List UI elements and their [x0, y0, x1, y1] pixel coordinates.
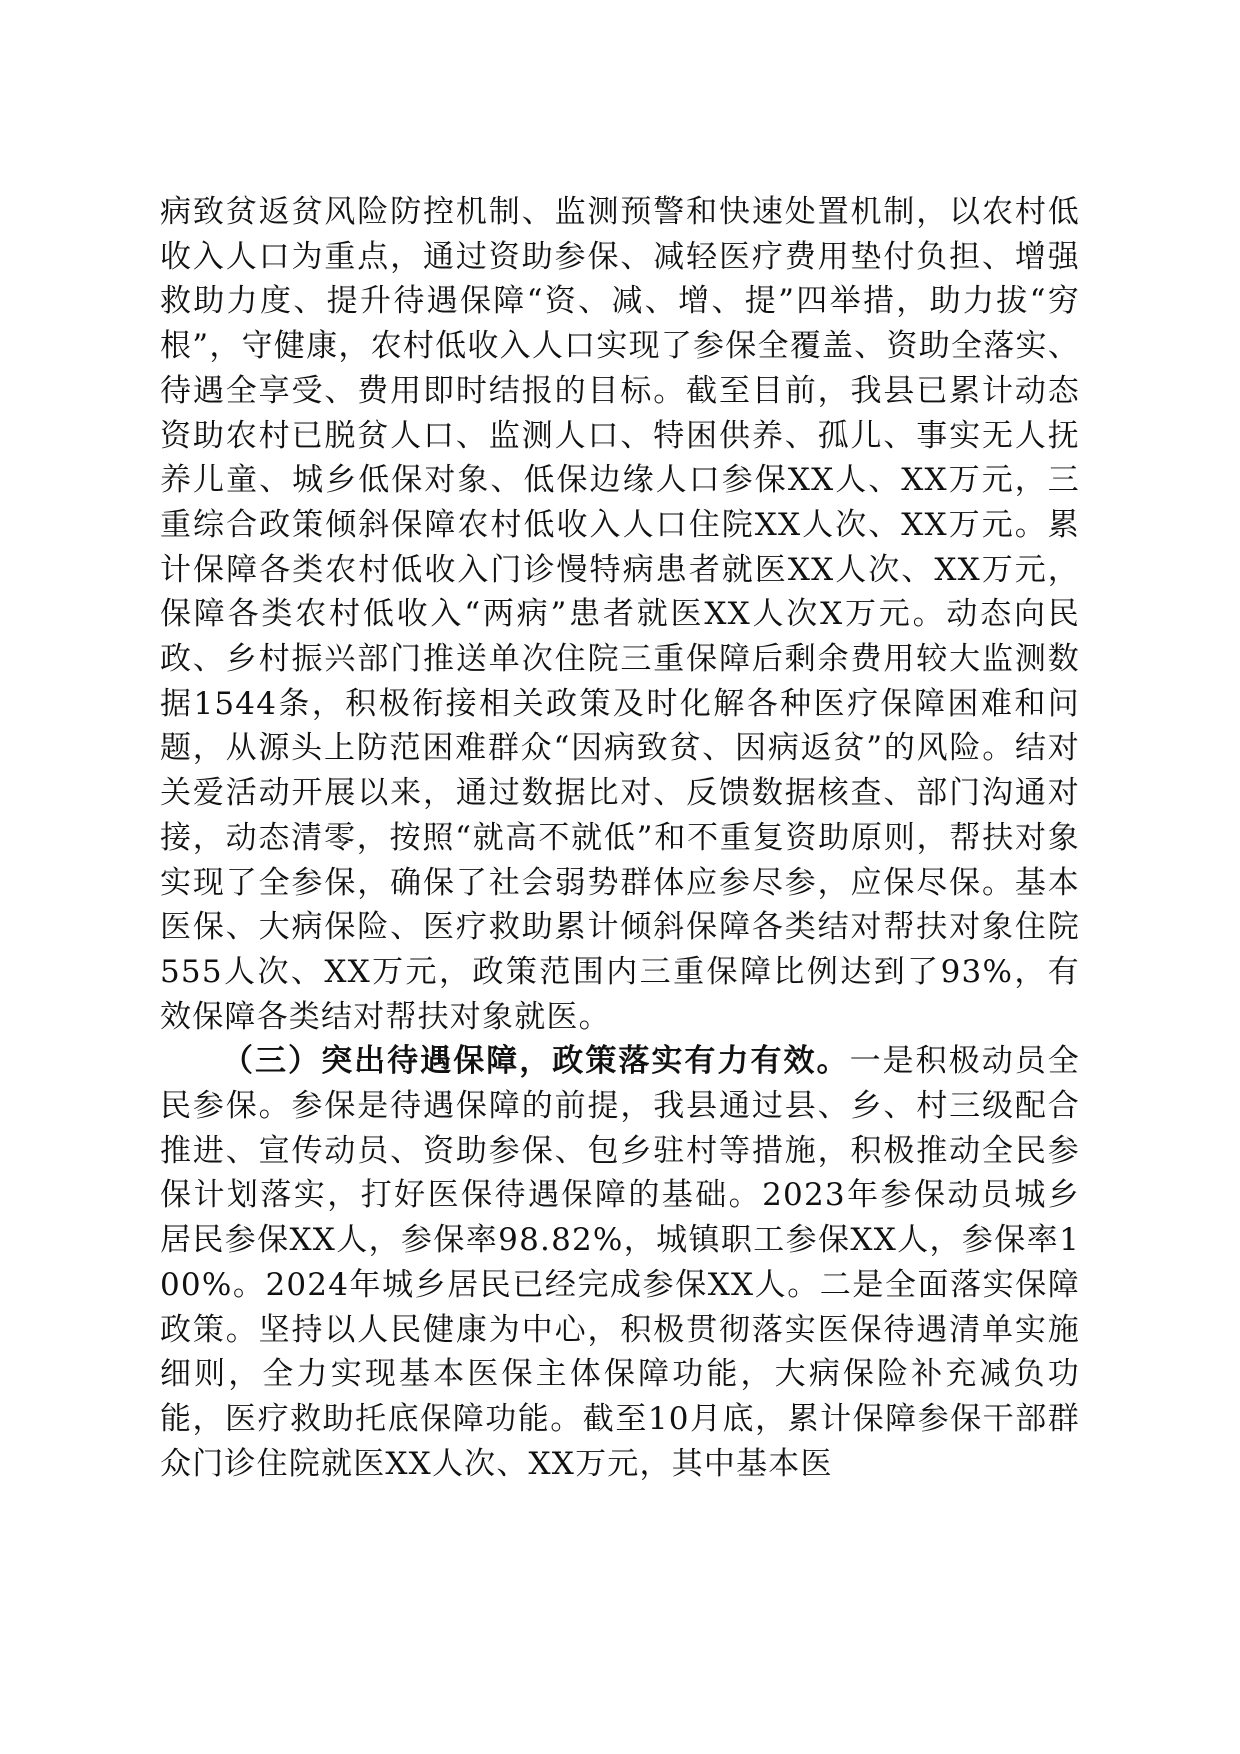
document-page [160, 190, 1080, 1486]
paragraph-continuation: 病致贫返贫风险防控机制、监测预警和快速处置机制，以农村低收入人口为重点，通过资助参保、减轻医疗费用垫付负担、增强救助力度、提升待遇保障“资、减、增、提”四举措，助力拔“穷根”，守健康，农村低收入人口实现了参保全覆盖、资助全落实、待遇全享受、费用即时结报的目标。截至目前，我县已累计动态资助农村已脱贫人口、监测人口、特困供养、孤儿、事实无人抚养儿童、城乡低保对象、低保边缘人口参保XX人、XX万元，三重综合政策倾斜保障农村低收入人口住院XX人次、XX万元。累计保障各类农村低收入门诊慢特病患者就医XX人次、XX万元，保障各类农村低收入“两病”患者就医XX人次X万元。动态向民政、乡村振兴部门推送单次住院三重保障后剩余费用较大监测数据1544条，积极衔接相关政策及时化解各种医疗保障困难和问题，从源头上防范困难群众“因病致贫、因病返贫”的风险。结对关爱活动开展以来，通过数据比对、反馈数据核查、部门沟通对接，动态清零，按照“就高不就低”和不重复资助原则，帮扶对象实现了全参保，确保了社会弱势群体应参尽参，应保尽保。基本医保、大病保险、医疗救助累计倾斜保障各类结对帮扶对象住院555人次、XX万元，政策范围内三重保障比例达到了93%，有效保障各类结对帮扶对象就医。 [160, 194, 1080, 1035]
section-heading: （三）突出待遇保障，政策落实有力有效。 [222, 1043, 850, 1080]
paragraph-section-three [160, 1039, 1080, 1486]
section-body: 一是积极动员全民参保。参保是待遇保障的前提，我县通过县、乡、村三级配合推进、宣传动员、资助参保、包乡驻村等措施，积极推动全民参保计划落实，打好医保待遇保障的基础。2023年参保动员城乡居民参保XX人，参保率98.82%，城镇职工参保XX人，参保率100%。2024年城乡居民已经完成参保XX人。二是全面落实保障政策。坚持以人民健康为中心，积极贯彻落实医保待遇清单实施细则，全力实现基本医保主体保障功能，大病保险补充减负功能，医疗救助托底保障功能。截至10月底，累计保障参保干部群众门诊住院就医XX人次、XX万元，其中基本医 [160, 1043, 1080, 1482]
